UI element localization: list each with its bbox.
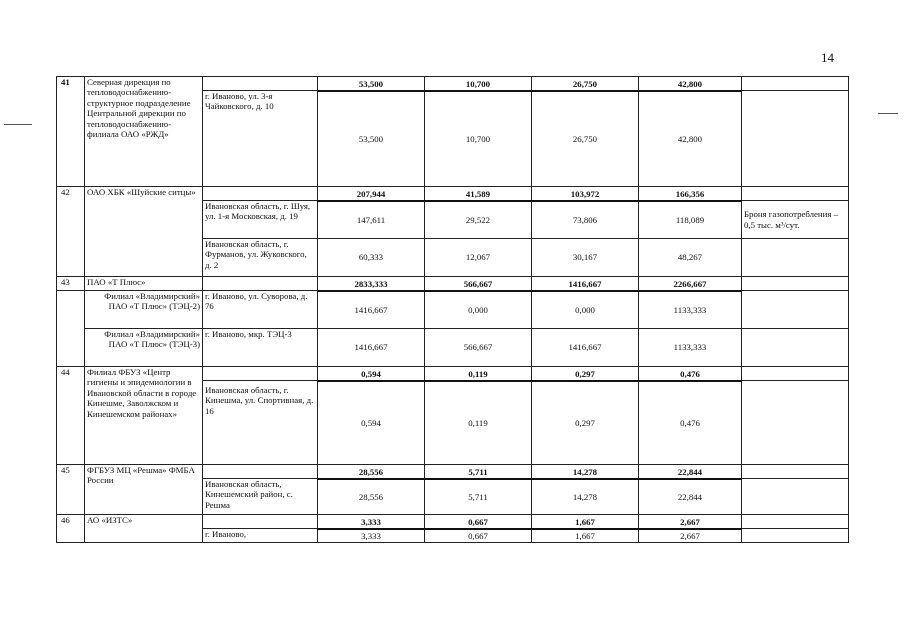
value-cell: 0,667 [425, 529, 532, 543]
table-row [57, 291, 849, 329]
total-value: 0,594 [318, 367, 425, 381]
row-index: 42 [57, 187, 85, 277]
total-value: 2266,667 [639, 277, 742, 291]
address-cell: Ивановская область, г. Кинешма, ул. Спортивная, д. 16 [203, 381, 318, 465]
value-cell: 28,556 [318, 479, 425, 515]
address-cell: г. Иваново, [203, 529, 318, 543]
value-cell: 22,844 [639, 479, 742, 515]
table-row [57, 329, 849, 367]
left-edge-mark [4, 124, 32, 125]
value-cell: 1416,667 [532, 329, 639, 367]
total-value: 28,556 [318, 465, 425, 479]
page-number: 14 [821, 50, 834, 65]
row-index: 43 [57, 277, 85, 291]
right-edge-mark [878, 113, 898, 114]
consumer-name: ФГБУЗ МЦ «Решма» ФМБА России [85, 465, 203, 515]
address-cell: г. Иваново, мкр. ТЭЦ-3 [203, 329, 318, 367]
value-cell: 73,806 [532, 201, 639, 239]
value-cell: 30,167 [532, 239, 639, 277]
value-cell: 48,267 [639, 239, 742, 277]
address-cell: г. Иваново, ул. Суворова, д. 76 [203, 291, 318, 329]
total-value: 566,667 [425, 277, 532, 291]
table-row [57, 77, 849, 91]
row-index: 45 [57, 465, 85, 515]
value-cell: 147,611 [318, 201, 425, 239]
total-value: 53,500 [318, 77, 425, 91]
value-cell: 1133,333 [639, 329, 742, 367]
branch-name: Филиал «Владимирский» ПАО «Т Плюс» (ТЭЦ-3) [85, 329, 203, 367]
total-value: 2833,333 [318, 277, 425, 291]
value-cell: 118,089 [639, 201, 742, 239]
value-cell: 0,119 [425, 381, 532, 465]
total-value: 5,711 [425, 465, 532, 479]
row-index: 44 [57, 367, 85, 465]
total-value: 0,667 [425, 515, 532, 529]
total-value: 166,356 [639, 187, 742, 201]
row-index: 41 [57, 77, 85, 187]
total-value: 22,844 [639, 465, 742, 479]
total-value: 1416,667 [532, 277, 639, 291]
total-value: 10,700 [425, 77, 532, 91]
value-cell: 0,297 [532, 381, 639, 465]
value-cell: 0,000 [532, 291, 639, 329]
value-cell: 0,476 [639, 381, 742, 465]
total-value: 207,944 [318, 187, 425, 201]
total-value: 0,476 [639, 367, 742, 381]
consumer-name: ОАО ХБК «Шуйские ситцы» [85, 187, 203, 277]
value-cell: 53,500 [318, 91, 425, 187]
value-cell: 1416,667 [318, 329, 425, 367]
note-cell: Броня газопотребления – 0,5 тыс. м³/сут. [742, 201, 849, 239]
value-cell: 0,000 [425, 291, 532, 329]
table-row [57, 367, 849, 381]
total-value: 2,667 [639, 515, 742, 529]
address-cell: Ивановская область, г. Шуя, ул. 1-я Московская, д. 19 [203, 201, 318, 239]
value-cell: 12,067 [425, 239, 532, 277]
address-cell: г. Иваново, ул. 3-я Чайковского, д. 10 [203, 91, 318, 187]
value-cell: 1,667 [532, 529, 639, 543]
address-cell: Ивановская область, г. Фурманов, ул. Жуковского, д. 2 [203, 239, 318, 277]
row-index: 46 [57, 515, 85, 543]
value-cell: 60,333 [318, 239, 425, 277]
consumer-name: Северная дирекция по тепловодоснабжению-структурное подразделение Центральной дирекции по тепловодоснабжению-филиала ОАО «РЖД» [85, 77, 203, 187]
value-cell: 2,667 [639, 529, 742, 543]
total-value: 42,800 [639, 77, 742, 91]
table-row [57, 277, 849, 291]
value-cell: 3,333 [318, 529, 425, 543]
value-cell: 29,522 [425, 201, 532, 239]
value-cell: 5,711 [425, 479, 532, 515]
total-value: 14,278 [532, 465, 639, 479]
value-cell: 42,800 [639, 91, 742, 187]
value-cell: 10,700 [425, 91, 532, 187]
total-value: 0,297 [532, 367, 639, 381]
table-row [57, 515, 849, 529]
total-value: 1,667 [532, 515, 639, 529]
total-value: 103,972 [532, 187, 639, 201]
consumer-name: ПАО «Т Плюс» [85, 277, 203, 291]
quota-table [56, 76, 849, 543]
total-value: 3,333 [318, 515, 425, 529]
consumer-name: Филиал ФБУЗ «Центр гигиены и эпидемиологии в Ивановской области в городе Кинешме, Заволжском и Кинешемском районах» [85, 367, 203, 465]
total-value: 26,750 [532, 77, 639, 91]
value-cell: 26,750 [532, 91, 639, 187]
value-cell: 1133,333 [639, 291, 742, 329]
consumer-name: АО «ИЗТС» [85, 515, 203, 543]
table-row [57, 465, 849, 479]
total-value: 0,119 [425, 367, 532, 381]
total-value: 41,589 [425, 187, 532, 201]
branch-name: Филиал «Владимирский» ПАО «Т Плюс» (ТЭЦ-2) [85, 291, 203, 329]
value-cell: 14,278 [532, 479, 639, 515]
value-cell: 1416,667 [318, 291, 425, 329]
value-cell: 0,594 [318, 381, 425, 465]
value-cell: 566,667 [425, 329, 532, 367]
address-cell: Ивановская область, Кинешемский район, с. Решма [203, 479, 318, 515]
table-row [57, 187, 849, 201]
